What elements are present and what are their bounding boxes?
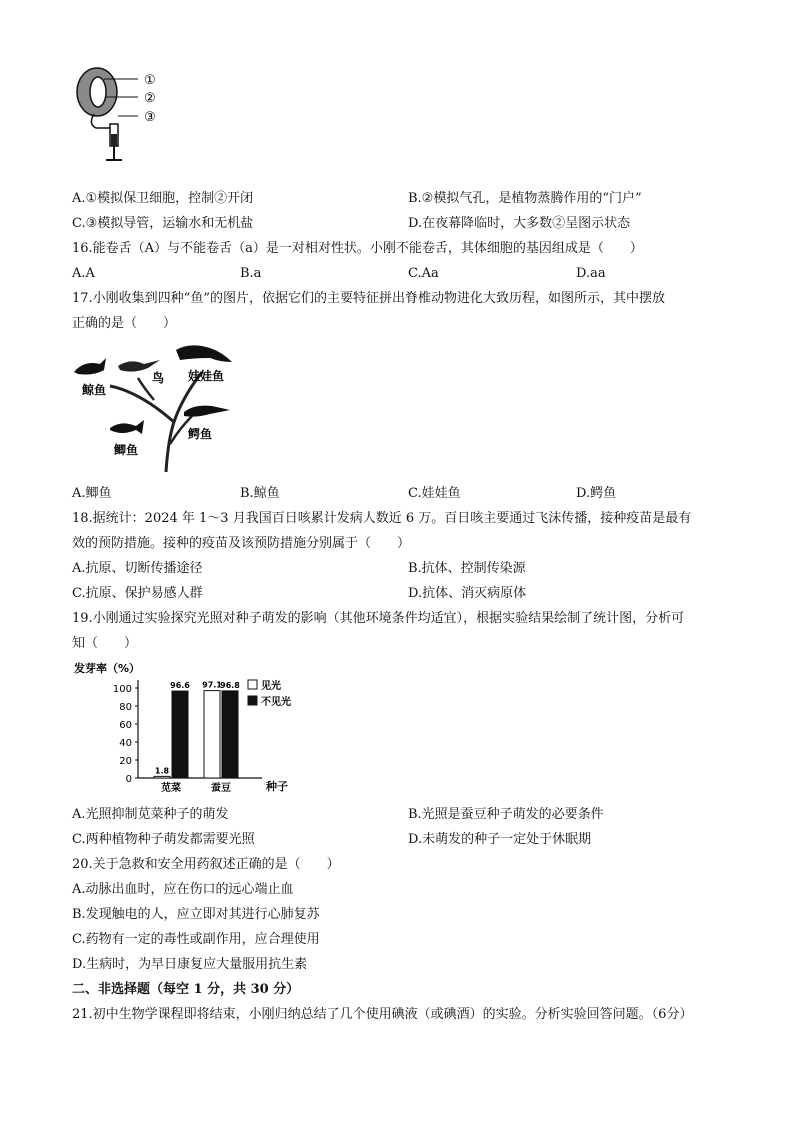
q19-option-c: C.两种植物种子萌发都需要光照	[72, 832, 255, 847]
q21-stem: 21.初中生物学课程即将结束，小刚归纳总结了几个使用碘液（或碘酒）的实验。分析实验回答问题。（6分）	[72, 1007, 693, 1022]
legend-label: 见光	[261, 681, 281, 692]
tree-label-whale: 鲸鱼	[82, 383, 107, 397]
x-axis-label: 种子	[266, 780, 288, 793]
q19-stem-line1: 19.小刚通过实验探究光照对种子萌发的影响（其他环境条件均适宜），根据实验结果绘制了统计图，分析可	[72, 611, 685, 626]
q17-stem-line1: 17.小刚收集到四种“鱼”的图片，依据它们的主要特征拼出脊椎动物进化大致历程，如图所示，其中摆放	[72, 291, 665, 306]
figure-label-1: ①	[144, 73, 156, 88]
q16-option-d: D.aa	[576, 266, 606, 281]
legend-swatch	[248, 680, 257, 689]
q19-option-b: B.光照是蚕豆种子萌发的必要条件	[408, 807, 604, 822]
section2-heading: 二、非选择题（每空 1 分，共 30 分）	[72, 982, 300, 997]
q17-option-b: B.鲸鱼	[240, 486, 280, 501]
q17-option-d: D.鳄鱼	[576, 486, 617, 501]
q20-option-d: D.生病时，为早日康复应大量服用抗生素	[72, 957, 308, 972]
x-category-label: 苋菜	[161, 783, 181, 794]
q15-option-d: D.在夜幕降临时，大多数②呈图示状态	[408, 216, 631, 231]
bar-data-label: 97.1	[202, 680, 222, 690]
q17-option-a: A.鲫鱼	[72, 486, 112, 501]
q18-option-a: A.抗原、切断传播途径	[72, 561, 203, 576]
bar-data-label: 1.8	[154, 766, 170, 776]
legend-swatch	[248, 696, 257, 705]
y-tick-label: 60	[119, 720, 132, 731]
tree-label-crucian: 鲫鱼	[114, 443, 139, 457]
q20-option-a: A.动脉出血时，应在伤口的远心端止血	[72, 882, 294, 897]
legend-label: 不见光	[261, 697, 291, 708]
q16-option-a: A.A	[72, 266, 95, 281]
whale-silhouette	[74, 358, 106, 375]
salamander-silhouette	[176, 345, 232, 362]
stoma-model-figure	[70, 64, 170, 176]
germination-bar-chart	[70, 660, 300, 800]
q15-option-c: C.③模拟导管，运输水和无机盐	[72, 216, 254, 231]
bar-data-label: 96.8	[220, 680, 240, 690]
q20-option-b: B.发现触电的人，应立即对其进行心肺复苏	[72, 907, 320, 922]
q15-option-b: B.②模拟气孔，是植物蒸腾作用的“门户”	[408, 191, 642, 206]
figure-label-2: ②	[144, 91, 156, 106]
q15-option-a: A.①模拟保卫细胞，控制②开闭	[72, 191, 254, 206]
crocodile-silhouette	[184, 406, 230, 417]
q18-stem-line2: 效的预防措施。接种的疫苗及该预防措施分别属于（ ）	[72, 536, 411, 551]
bar-data-label: 96.6	[170, 681, 190, 691]
q17-stem-line2: 正确的是（ ）	[72, 316, 177, 331]
q18-option-b: B.抗体、控制传染源	[408, 561, 526, 576]
q16-option-c: C.Aa	[408, 266, 439, 281]
crucian-silhouette	[110, 420, 144, 434]
q16-stem: 16.能卷舌（A）与不能卷舌（a）是一对相对性状。小刚不能卷舌，其体细胞的基因组成是（ ）	[72, 241, 643, 256]
tree-label-salamander: 娃娃鱼	[188, 369, 225, 383]
bar	[172, 691, 188, 778]
q19-stem-line2: 知（ ）	[72, 636, 138, 651]
q19-option-d: D.未萌发的种子一定处于休眠期	[408, 832, 592, 847]
tree-label-crocodile: 鳄鱼	[188, 427, 213, 441]
y-tick-label: 40	[119, 738, 132, 749]
y-tick-label: 100	[112, 684, 132, 695]
q18-stem-line1: 18.据统计：2024 年 1～3 月我国百日咳累计发病人数近 6 万。百日咳主要通过飞沫传播，接种疫苗是最有	[72, 511, 692, 526]
x-category-label: 蚕豆	[211, 783, 231, 794]
y-tick-label: 20	[119, 756, 132, 767]
q20-stem: 20.关于急救和安全用药叙述正确的是（ ）	[72, 857, 340, 872]
figure-label-3: ③	[144, 110, 156, 125]
bird-silhouette	[118, 360, 160, 372]
q20-option-c: C.药物有一定的毒性或副作用，应合理使用	[72, 932, 320, 947]
y-axis-label: 发芽率（%）	[74, 662, 141, 675]
q16-option-b: B.a	[240, 266, 262, 281]
q17-option-c: C.娃娃鱼	[408, 486, 461, 501]
evolution-tree-figure	[70, 340, 240, 472]
y-tick-label: 80	[119, 702, 132, 713]
bar	[154, 776, 170, 778]
q18-option-d: D.抗体、消灭病原体	[408, 586, 527, 601]
bar	[204, 691, 220, 778]
y-tick-label: 0	[125, 774, 132, 785]
q18-option-c: C.抗原、保护易感人群	[72, 586, 203, 601]
q19-option-a: A.光照抑制苋菜种子的萌发	[72, 807, 229, 822]
bar	[222, 691, 238, 778]
tree-label-bird: 鸟	[152, 371, 165, 385]
